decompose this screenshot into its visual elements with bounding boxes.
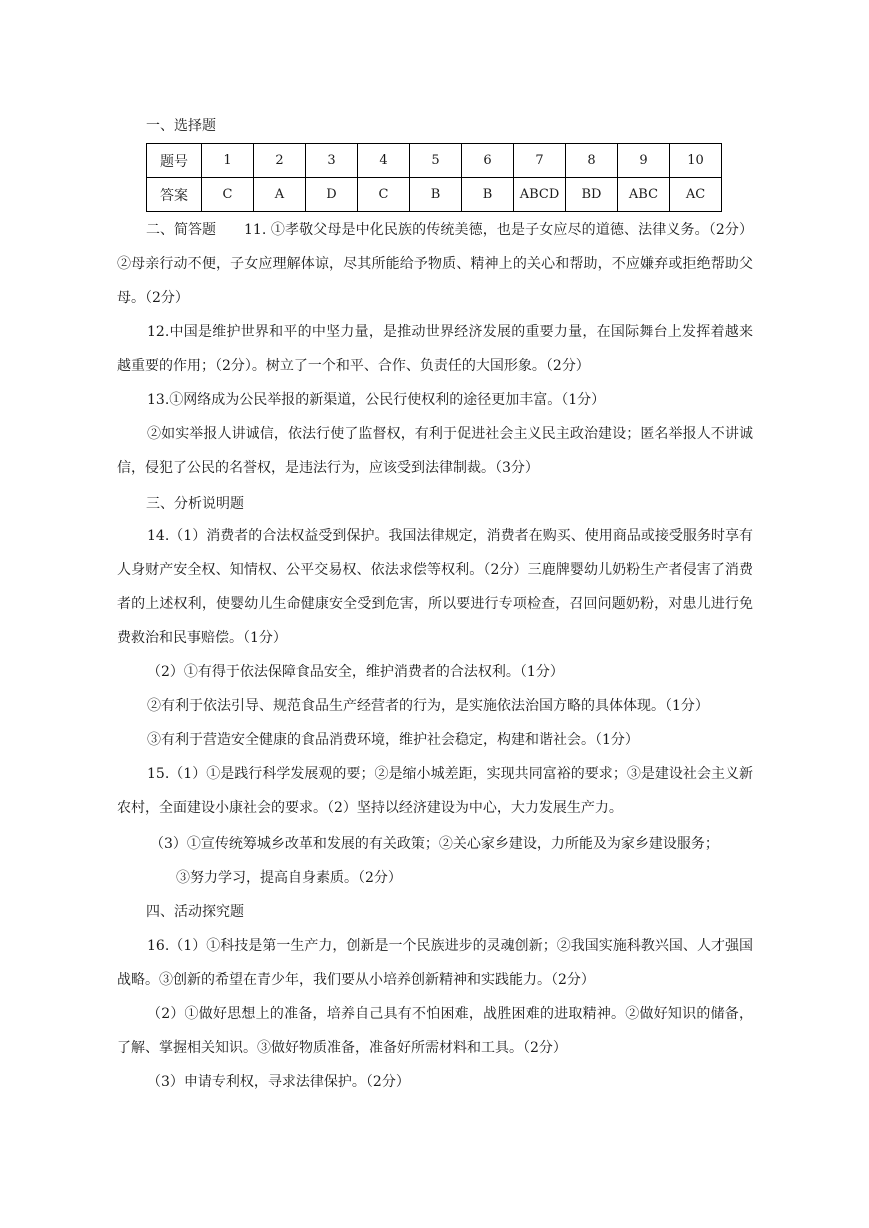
question-number-cell: 10 xyxy=(670,144,722,178)
answer-cell: ABC xyxy=(618,178,670,212)
answer-q14-part1: 14.（1）消费者的合法权益受到保护。我国法律规定，消费者在购买、使用商品或接受服务时享有人身财产安全权、知情权、公平交易权、依法求偿等权利。（2分）三鹿牌婴幼儿奶粉生产者侵害了消费者的上述权利，使婴幼儿生命健康安全受到危害，所以要进行专项检查，召回问题奶粉，对患儿进行免费救治和民事赔偿。（1分） xyxy=(117,528,753,646)
section-heading-analysis: 三、分析说明题 xyxy=(146,496,244,512)
question-number-cell: 5 xyxy=(410,144,462,178)
answer-table xyxy=(146,143,722,212)
table-row-answers xyxy=(147,178,722,212)
question-number-cell: 2 xyxy=(254,144,306,178)
answer-q11: 11. ①孝敬父母是中化民族的传统美德，也是子女应尽的道德、法律义务。（2分）②母亲行动不便，子女应理解体谅，尽其所能给予物质、精神上的关心和帮助，不应嫌弃或拒绝帮助父母。（2分） xyxy=(117,222,753,306)
answer-q16-part1: 16.（1）①科技是第一生产力，创新是一个民族进步的灵魂创新；②我国实施科教兴国、人才强国战略。③创新的希望在青少年，我们要从小培养创新精神和实践能力。（2分） xyxy=(117,938,753,988)
answer-cell: D xyxy=(306,178,358,212)
answer-q16-part2: （2）①做好思想上的准备，培养自己具有不怕困难，战胜困难的进取精神。②做好知识的储备，了解、掌握相关知识。③做好物质准备，准备好所需材料和工具。（2分） xyxy=(117,1006,753,1056)
answer-cell: B xyxy=(410,178,462,212)
answer-cell: AC xyxy=(670,178,722,212)
answer-q15-part2: （3）①宣传统筹城乡改革和发展的有关政策；②关心家乡建设，力所能及为家乡建设服务； xyxy=(150,836,719,852)
question-number-cell: 7 xyxy=(514,144,566,178)
answer-q15-part3: ③努力学习，提高自身素质。（2分） xyxy=(176,870,402,886)
answer-q14-part3: ②有利于依法引导、规范食品生产经营者的行为，是实施依法治国方略的具体体现。（1分） xyxy=(147,698,709,714)
row-label-number: 题号 xyxy=(147,144,202,178)
answer-cell: C xyxy=(358,178,410,212)
answer-q14-part4: ③有利于营造安全健康的食品消费环境，维护社会稳定，构建和谐社会。（1分） xyxy=(147,732,639,748)
answer-q13-part1: 13.①网络成为公民举报的新渠道，公民行使权利的途径更加丰富。（1分） xyxy=(147,392,606,408)
row-label-answer: 答案 xyxy=(147,178,202,212)
question-number-cell: 3 xyxy=(306,144,358,178)
answer-cell: A xyxy=(254,178,306,212)
answer-cell: ABCD xyxy=(514,178,566,212)
answer-q16-part3: （3）申请专利权，寻求法律保护。（2分） xyxy=(147,1074,410,1090)
answer-cell: BD xyxy=(566,178,618,212)
answer-q15-part1: 15.（1）①是践行科学发展观的要；②是缩小城差距，实现共同富裕的要求；③是建设社会主义新农村，全面建设小康社会的要求。（2）坚持以经济建设为中心，大力发展生产力。 xyxy=(117,766,753,816)
table-row-numbers xyxy=(147,144,722,178)
question-number-cell: 1 xyxy=(202,144,254,178)
question-number-cell: 4 xyxy=(358,144,410,178)
answer-q13-part2: ②如实举报人讲诚信，依法行使了监督权，有利于促进社会主义民主政治建设；匿名举报人不讲诚信，侵犯了公民的名誉权，是违法行为，应该受到法律制裁。（3分） xyxy=(117,426,753,476)
answer-cell: B xyxy=(462,178,514,212)
question-number-cell: 6 xyxy=(462,144,514,178)
answer-cell: C xyxy=(202,178,254,212)
question-number-cell: 9 xyxy=(618,144,670,178)
answer-q14-part2: （2）①有得于依法保障食品安全，维护消费者的合法权利。（1分） xyxy=(147,664,564,680)
section-heading-short-answer: 二、简答题 xyxy=(146,222,216,238)
section-heading-choice: 一、选择题 xyxy=(146,118,216,134)
section-heading-activity: 四、活动探究题 xyxy=(146,904,244,920)
question-number-cell: 8 xyxy=(566,144,618,178)
answer-q12: 12.中国是维护世界和平的中坚力量，是推动世界经济发展的重要力量，在国际舞台上发挥着越来越重要的作用；（2分）。树立了一个和平、合作、负责任的大国形象。（2分） xyxy=(117,324,753,374)
